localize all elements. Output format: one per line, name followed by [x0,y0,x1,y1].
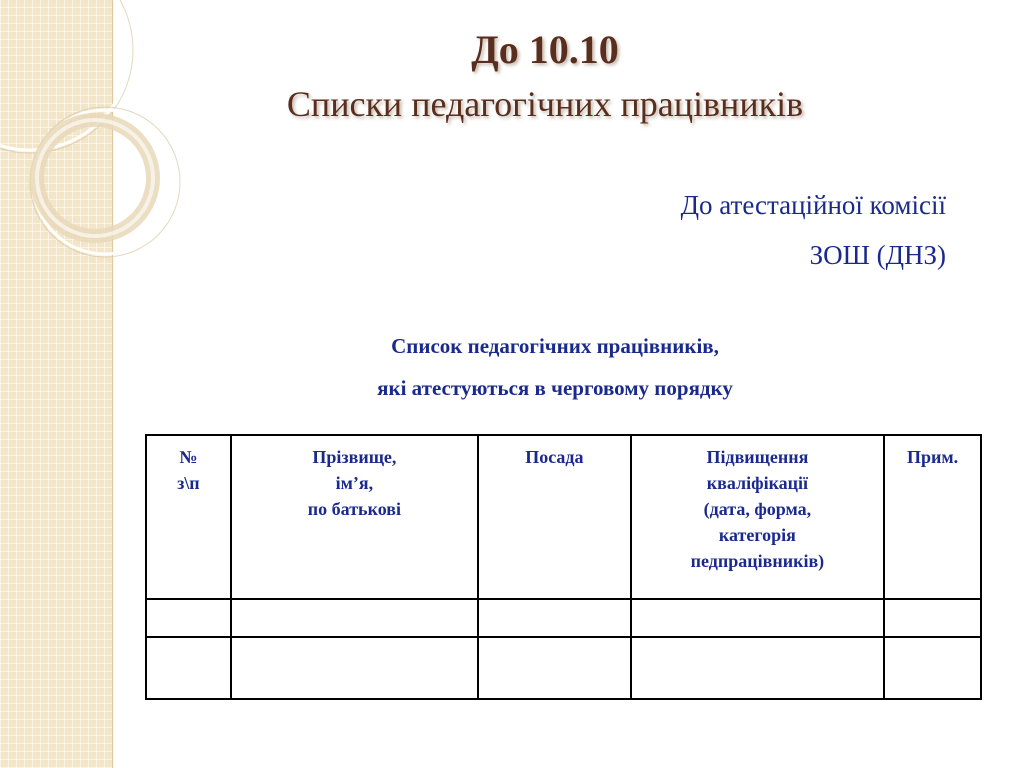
table-cell [231,599,478,637]
column-header-full-name: Прізвище, ім’я, по батькові [231,435,478,599]
table-cell [146,637,231,699]
column-header-position: Посада [478,435,631,599]
table-row [146,599,981,637]
table-cell [884,637,981,699]
column-header-notes: Прим. [884,435,981,599]
table-cell [478,637,631,699]
table-cell [146,599,231,637]
decorative-circles [0,0,160,260]
column-header-number: № з\п [146,435,231,599]
table-cell [884,599,981,637]
table-header-row [146,435,981,599]
address-school: ЗОШ (ДНЗ) [809,240,946,270]
list-heading-line1: Список педагогічних працівників, [391,334,719,358]
staff-table [145,434,982,700]
table-cell [478,599,631,637]
list-heading-line2: які атестуються в черговому порядку [377,376,733,400]
address-commission: До атестаційної комісії [680,190,946,220]
table-row [146,637,981,699]
slide-subtitle: Списки педагогічних працівників [286,84,804,124]
table-cell [231,637,478,699]
slide-title: До 10.10 [471,27,619,72]
table-cell [631,637,885,699]
table-cell [631,599,885,637]
column-header-qualification: Підвищення кваліфікації (дата, форма, категорія педпрацівників) [631,435,885,599]
